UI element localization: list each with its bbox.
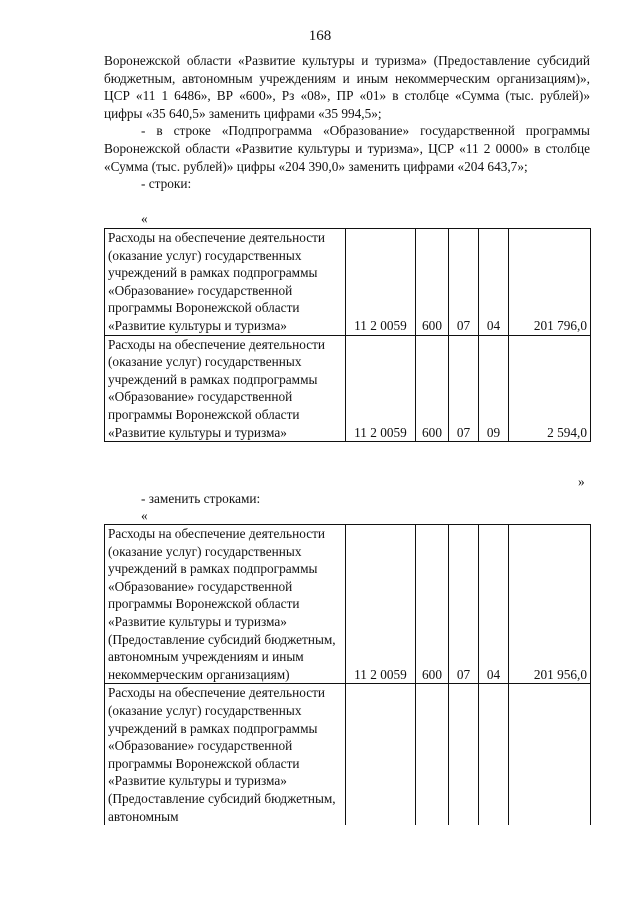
row-vr: 600 bbox=[416, 335, 449, 442]
row-description: Расходы на обеспечение деятельности (оказание услуг) государственных учреждений в рамках подпрограммы «Образование» государственной программы Воронежской области «Развитие культуры и туризма» bbox=[105, 335, 346, 442]
row-description: Расходы на обеспечение деятельности (оказание услуг) государственных учреждений в рамках подпрограммы «Образование» государственной программы Воронежской области «Развитие культуры и туризма» (Предоставление субсидий бюджетным, автономным bbox=[105, 684, 346, 825]
close-quote-old: » bbox=[578, 474, 585, 489]
row-sum: 201 796,0 bbox=[509, 229, 591, 336]
open-quote-old: « bbox=[141, 211, 148, 226]
row-description: Расходы на обеспечение деятельности (оказание услуг) государственных учреждений в рамках подпрограммы «Образование» государственной программы Воронежской области «Развитие культуры и туризма» (Предоставление субсидий бюджетным, автономным учреждениям и иным некоммерческим организациям) bbox=[105, 525, 346, 684]
open-quote-new: « bbox=[141, 508, 148, 523]
row-vr: 600 bbox=[416, 525, 449, 684]
replace-label: - заменить строками: bbox=[141, 491, 261, 506]
row-rz: 07 bbox=[449, 229, 479, 336]
row-csr: 11 2 0059 bbox=[346, 525, 416, 684]
row-csr bbox=[346, 684, 416, 825]
table-row bbox=[105, 229, 591, 336]
row-pr bbox=[479, 684, 509, 825]
intro-paragraph-2: - в строке «Подпрограмма «Образование» государственной программы Воронежской области «Развитие культуры и туризма», ЦСР «11 2 0000» в столбце «Сумма (тыс. рублей)» цифры «204 390,0» заменить цифрами «204 643,7»; bbox=[104, 123, 590, 174]
row-rz: 07 bbox=[449, 525, 479, 684]
table-old-rows bbox=[104, 228, 591, 442]
table-row bbox=[105, 525, 591, 684]
row-description: Расходы на обеспечение деятельности (оказание услуг) государственных учреждений в рамках подпрограммы «Образование» государственной программы Воронежской области «Развитие культуры и туризма» bbox=[105, 229, 346, 336]
table-new-rows bbox=[104, 524, 591, 825]
row-pr: 09 bbox=[479, 335, 509, 442]
intro-paragraph-3: - строки: bbox=[141, 176, 192, 192]
row-vr: 600 bbox=[416, 229, 449, 336]
row-pr: 04 bbox=[479, 525, 509, 684]
table-row bbox=[105, 684, 591, 825]
row-vr bbox=[416, 684, 449, 825]
row-csr: 11 2 0059 bbox=[346, 229, 416, 336]
row-sum: 2 594,0 bbox=[509, 335, 591, 442]
table-row bbox=[105, 335, 591, 442]
row-sum: 201 956,0 bbox=[509, 525, 591, 684]
row-sum bbox=[509, 684, 591, 825]
intro-paragraph-1: Воронежской области «Развитие культуры и туризма» (Предоставление субсидий бюджетным, автономным учреждениям и иным некоммерческим организациям)», ЦСР «11 1 6486», ВР «600», Рз «08», ПР «01» в столбце «Сумма (тыс. рублей)» цифры «35 640,5» заменить цифрами «35 994,5»; bbox=[104, 53, 590, 121]
row-pr: 04 bbox=[479, 229, 509, 336]
row-rz: 07 bbox=[449, 335, 479, 442]
row-csr: 11 2 0059 bbox=[346, 335, 416, 442]
page-number: 168 bbox=[308, 28, 332, 44]
row-rz bbox=[449, 684, 479, 825]
intro-text bbox=[104, 52, 590, 193]
